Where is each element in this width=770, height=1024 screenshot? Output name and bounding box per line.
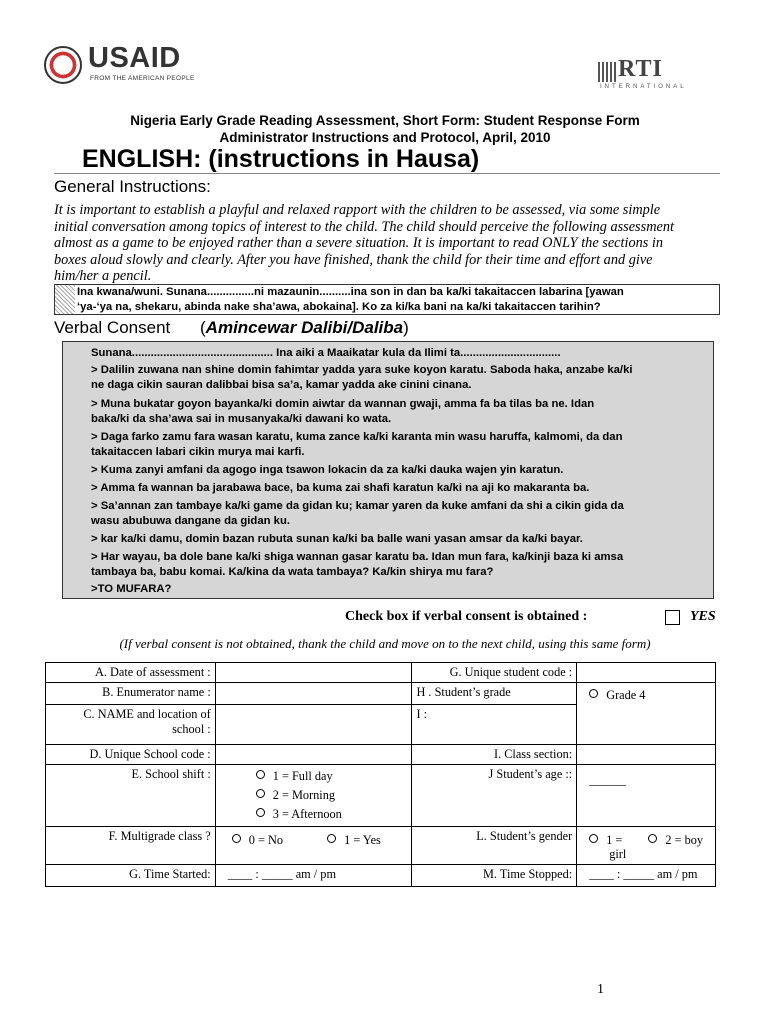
consent-line: wasu abubuwa dangane da gidan ku.	[91, 515, 290, 527]
doc-title-line1: Nigeria Early Grade Reading Assessment, Short Form: Student Response Form	[130, 113, 640, 128]
shift-option[interactable]	[256, 805, 408, 824]
field-grade	[577, 683, 716, 745]
label-time-started: G. Time Started:	[46, 865, 216, 887]
grade-label: H . Student’s grade	[416, 685, 511, 699]
radio-icon[interactable]	[256, 770, 265, 779]
gender-girl-label-line2: girl	[609, 847, 627, 861]
doc-heading: ENGLISH: (instructions in Hausa)	[82, 145, 480, 173]
multigrade-no-label: 0 = No	[248, 833, 283, 847]
shift-option-label: 3 = Afternoon	[272, 807, 342, 821]
table-row	[46, 663, 716, 683]
label-date: A. Date of assessment :	[46, 663, 216, 683]
consent-line: > Daga farko zamu fara wasan karatu, kuma zance ka/ki karanta min wasu haruffa, kalmomi, da dan	[91, 431, 623, 443]
table-row	[46, 745, 716, 765]
field-i: I :	[412, 705, 577, 745]
field-class-section[interactable]	[577, 745, 716, 765]
doc-title-line2: Administrator Instructions and Protocol, April, 2010	[219, 130, 551, 145]
radio-icon[interactable]	[648, 834, 657, 843]
label-multigrade: F. Multigrade class ?	[46, 827, 216, 865]
age-blank: ______	[589, 773, 627, 787]
field-date[interactable]	[215, 663, 412, 683]
verbal-consent-title: Verbal Consent	[54, 318, 171, 337]
gender-options	[589, 833, 711, 847]
shift-option-label: 2 = Morning	[272, 788, 336, 802]
field-multigrade	[215, 827, 412, 865]
consent-line: > Muna bukatar goyon bayanka/ki domin aiwtar da wannan gwaji, amma fa ba tilas ba ne. Idan	[91, 398, 595, 410]
consent-line: > Dalilin zuwana nan shine domin fahimtar yadda yara suke koyon karatu. Saboda haka, anzabe ka/ki	[91, 364, 633, 376]
field-school-shift	[215, 765, 412, 827]
consent-script-box	[62, 341, 714, 599]
consent-check-label: Check box if verbal consent is obtained :	[345, 609, 588, 624]
label-class-section: I. Class section:	[412, 745, 577, 765]
radio-grade-4[interactable]	[589, 689, 598, 698]
rti-tagline: INTERNATIONAL	[600, 84, 687, 90]
radio-icon[interactable]	[589, 834, 598, 843]
multigrade-yes-label: 1 = Yes	[344, 833, 381, 847]
label-time-stopped: M. Time Stopped:	[412, 865, 577, 887]
table-row	[46, 865, 716, 887]
label-enumerator: B. Enumerator name :	[46, 683, 216, 705]
greeting-script-text	[77, 285, 717, 314]
radio-icon[interactable]	[327, 834, 336, 843]
label-grade	[412, 683, 577, 705]
subtitle-hausa: Amincewar Dalibi/Daliba	[205, 318, 404, 337]
field-time-started[interactable]: ____ : _____ am / pm	[215, 865, 412, 887]
school-label-line1: C. NAME and location of	[83, 707, 211, 721]
consent-note: (If verbal consent is not obtained, thank the child and move on to the next child, using this same form)	[119, 636, 651, 651]
student-info-table	[45, 662, 716, 887]
paren-close: )	[403, 318, 409, 337]
label-school-code: D. Unique School code :	[46, 745, 216, 765]
grade-option-label: Grade 4	[606, 688, 646, 702]
radio-icon[interactable]	[256, 808, 265, 817]
field-school-code[interactable]	[215, 745, 412, 765]
field-gender	[577, 827, 716, 865]
table-row	[46, 827, 716, 865]
paragraph-line: almost as a game to be enjoyed rather than a severe situation. It is important to read ONLY the sections in	[54, 235, 664, 251]
gender-girl-label: 1 =	[606, 833, 623, 847]
rti-logo-text: RTI	[618, 56, 663, 82]
consent-line: takaitaccen labari cikin murya mai karfi.	[91, 446, 305, 458]
consent-line: > Har wayau, ba dole bane ka/ki shiga wannan gasar karatu ba. Idan mun fara, ka/kinji baza ki amsa	[91, 551, 624, 563]
radio-icon[interactable]	[232, 834, 241, 843]
usaid-logo	[44, 44, 209, 90]
shift-option[interactable]	[256, 786, 408, 805]
table-row	[46, 683, 716, 705]
label-school-shift: E. School shift :	[46, 765, 216, 827]
rti-mark-icon	[598, 62, 616, 82]
consent-line: > Amma fa wannan ba jarabawa bace, ba kuma zai shafi karatun ka/ki na aji ko makaranta ba.	[91, 482, 590, 494]
shift-option-label: 1 = Full day	[272, 769, 333, 783]
usaid-seal-icon	[44, 46, 82, 84]
field-school-name[interactable]	[215, 705, 412, 745]
script-line: ‘ya-‘ya na, shekaru, abinda nake sha’awa, abokaina]. Ko za ki/ka bani na ka/ki takaitaccen tarihin?	[77, 300, 601, 313]
consent-line: > Sa’annan zan tambaye ka/ki game da gidan ku; kamar yaren da kuke amfani da shi a cikin gida da	[91, 500, 624, 512]
general-instructions-paragraph	[54, 202, 720, 285]
general-instructions-title: General Instructions:	[54, 177, 211, 196]
radio-icon[interactable]	[256, 789, 265, 798]
consent-line: >TO MUFARA?	[91, 583, 172, 595]
consent-yes-label: YES	[690, 609, 716, 624]
consent-line: ne daga cikin sauran dalibbai bisa sa’a, kamar yadda ake cinini cinana.	[91, 379, 472, 391]
greeting-script-box	[54, 284, 720, 315]
field-student-code[interactable]	[577, 663, 716, 683]
verbal-consent-subtitle	[200, 318, 409, 338]
consent-line: > Kuma zanyi amfani da agogo inga tsawon lokacin da za ka/ki dauka wajen yin karatun.	[91, 464, 564, 476]
field-enumerator[interactable]	[215, 683, 412, 705]
divider	[54, 173, 720, 174]
school-label-line2: school :	[172, 722, 211, 736]
usaid-tagline: FROM THE AMERICAN PEOPLE	[90, 75, 195, 82]
consent-line: > kar ka/ki damu, domin bazan rubuta sunan ka/ki ba balle wani yasan amsar da ka/ki bayar.	[91, 533, 583, 545]
paren-open: (	[200, 318, 206, 337]
paragraph-line: him/her a pencil.	[54, 268, 152, 284]
field-student-age[interactable]	[577, 765, 716, 827]
consent-line: baka/ki da sha’awa sai in musanyaka/ki dawani ko wata.	[91, 413, 392, 425]
usaid-logo-text: USAID	[88, 42, 181, 74]
label-student-code: G. Unique student code :	[412, 663, 577, 683]
paragraph-line: boxes aloud slowly and clearly. After you have finished, thank the child for their time and effort and give	[54, 251, 653, 268]
page-number: 1	[597, 982, 604, 997]
paragraph-line: initial conversation among topics of interest to the child. The child should perceive the following assessment	[54, 218, 674, 235]
consent-line: Sunana............................................. Ina aiki a Maaikatar kula da Ilimi ta................................	[91, 347, 561, 359]
label-school-name	[46, 705, 216, 745]
rti-logo	[598, 56, 687, 96]
consent-checkbox[interactable]	[665, 610, 680, 625]
label-student-age: J Student’s age ::	[412, 765, 577, 827]
label-gender: L. Student’s gender	[412, 827, 577, 865]
script-line: Ina kwana/wuni. Sunana...............ni mazaunin..........ina son in dan ba ka/ki takaitaccen labarina [yawan	[77, 286, 624, 298]
gender-boy-label: 2 = boy	[665, 833, 704, 847]
paragraph-line: It is important to establish a playful and relaxed rapport with the children to be assessed, via some simple	[54, 202, 661, 218]
consent-line: tambaya ba, babu komai. Ka/kina da wata tambaya? Ka/kin shirya mu fara?	[91, 566, 494, 578]
hatch-pattern	[55, 285, 75, 314]
shift-option[interactable]	[256, 767, 408, 786]
field-time-stopped[interactable]: ____ : _____ am / pm	[577, 865, 716, 887]
table-row	[46, 765, 716, 827]
